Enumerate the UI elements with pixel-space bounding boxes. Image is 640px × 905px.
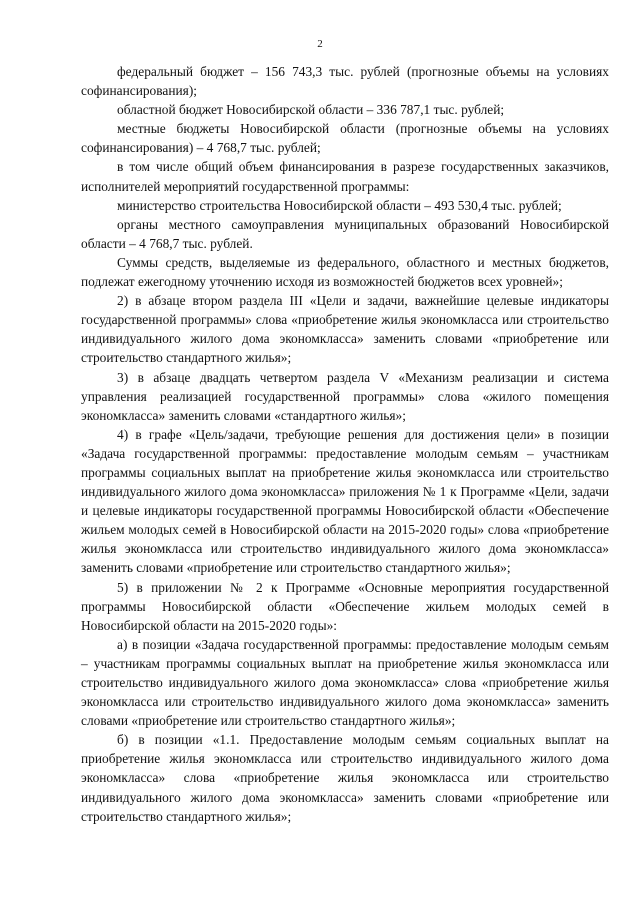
paragraph-item-5: 5) в приложении № 2 к Программе «Основные мероприятия государственной программы Новосибирской области «Обеспечение жильем молодых семей в Новосибирской области на 2015-2020 годы»:	[81, 579, 609, 633]
paragraph-financing-breakdown: в том числе общий объем финансирования в разрезе государственных заказчиков, исполнителей мероприятий государственной программы:	[81, 159, 609, 194]
document-body	[81, 62, 609, 826]
paragraph-item-4: 4) в графе «Цель/задачи, требующие решения для достижения цели» в позиции «Задача государственной программы: предоставление молодым семьям – участникам программы социальных выплат на приобретение жилья экономкласса или строительство индивидуального жилого дома экономкласса» приложения № 1 к Программе «Цели, задачи и целевые индикаторы государственной программы Новосибирской области «Обеспечение жильем молодых семей в Новосибирской области на 2015-2020 годы» слова «приобретение жилья экономкласса или строительство индивидуального жилого дома экономкласса» заменить словами «приобретение или строительство стандартного жилья»;	[81, 426, 609, 576]
paragraph-local-government: органы местного самоуправления муниципальных образований Новосибирской области – 4 768,7 тыс. рублей.	[81, 216, 609, 251]
page-number: 2	[317, 38, 323, 50]
paragraph-budget-adjustment: Суммы средств, выделяемые из федерального, областного и местных бюджетов, подлежат ежегодному уточнению исходя из возможностей бюджетов всех уровней»;	[81, 254, 609, 290]
paragraph-item-2: 2) в абзаце втором раздела III «Цели и задачи, важнейшие целевые индикаторы государственной программы» слова «приобретение жилья экономкласса или строительство индивидуального жилого дома экономкласса» заменить словами «приобретение или строительство стандартного жилья»;	[81, 293, 609, 366]
paragraph-federal-budget: федеральный бюджет – 156 743,3 тыс. рублей (прогнозные объемы на условиях софинансирования);	[81, 64, 609, 99]
paragraph-item-5b: б) в позиции «1.1. Предоставление молодым семьям социальных выплат на приобретение жилья экономкласса или строительство индивидуального жилого дома экономкласса» слова «приобретение жилья экономкласса или строительство индивидуального жилого дома экономкласса» заменить словами «приобретение или строительство стандартного жилья»;	[81, 732, 609, 824]
paragraph-item-3: 3) в абзаце двадцать четвертом раздела V «Механизм реализации и система управления реализацией государственной программы» слова «жилого помещения экономкласса» заменить словами «стандартного жилья»;	[81, 369, 609, 423]
paragraph-item-5a: а) в позиции «Задача государственной программы: предоставление молодым семьям – участникам программы социальных выплат на приобретение жилья экономкласса или строительство индивидуального жилого дома экономкласса» слова «приобретение жилья экономкласса или строительство индивидуального жилого дома экономкласса» заменить словами «приобретение или строительство стандартного жилья»;	[81, 636, 609, 729]
paragraph-local-budgets: местные бюджеты Новосибирской области (прогнозные объемы на условиях софинансирования) – 4 768,7 тыс. рублей;	[81, 121, 609, 156]
paragraph-regional-budget: областной бюджет Новосибирской области – 336 787,1 тыс. рублей;	[117, 102, 505, 118]
paragraph-ministry: министерство строительства Новосибирской области – 493 530,4 тыс. рублей;	[117, 197, 562, 213]
